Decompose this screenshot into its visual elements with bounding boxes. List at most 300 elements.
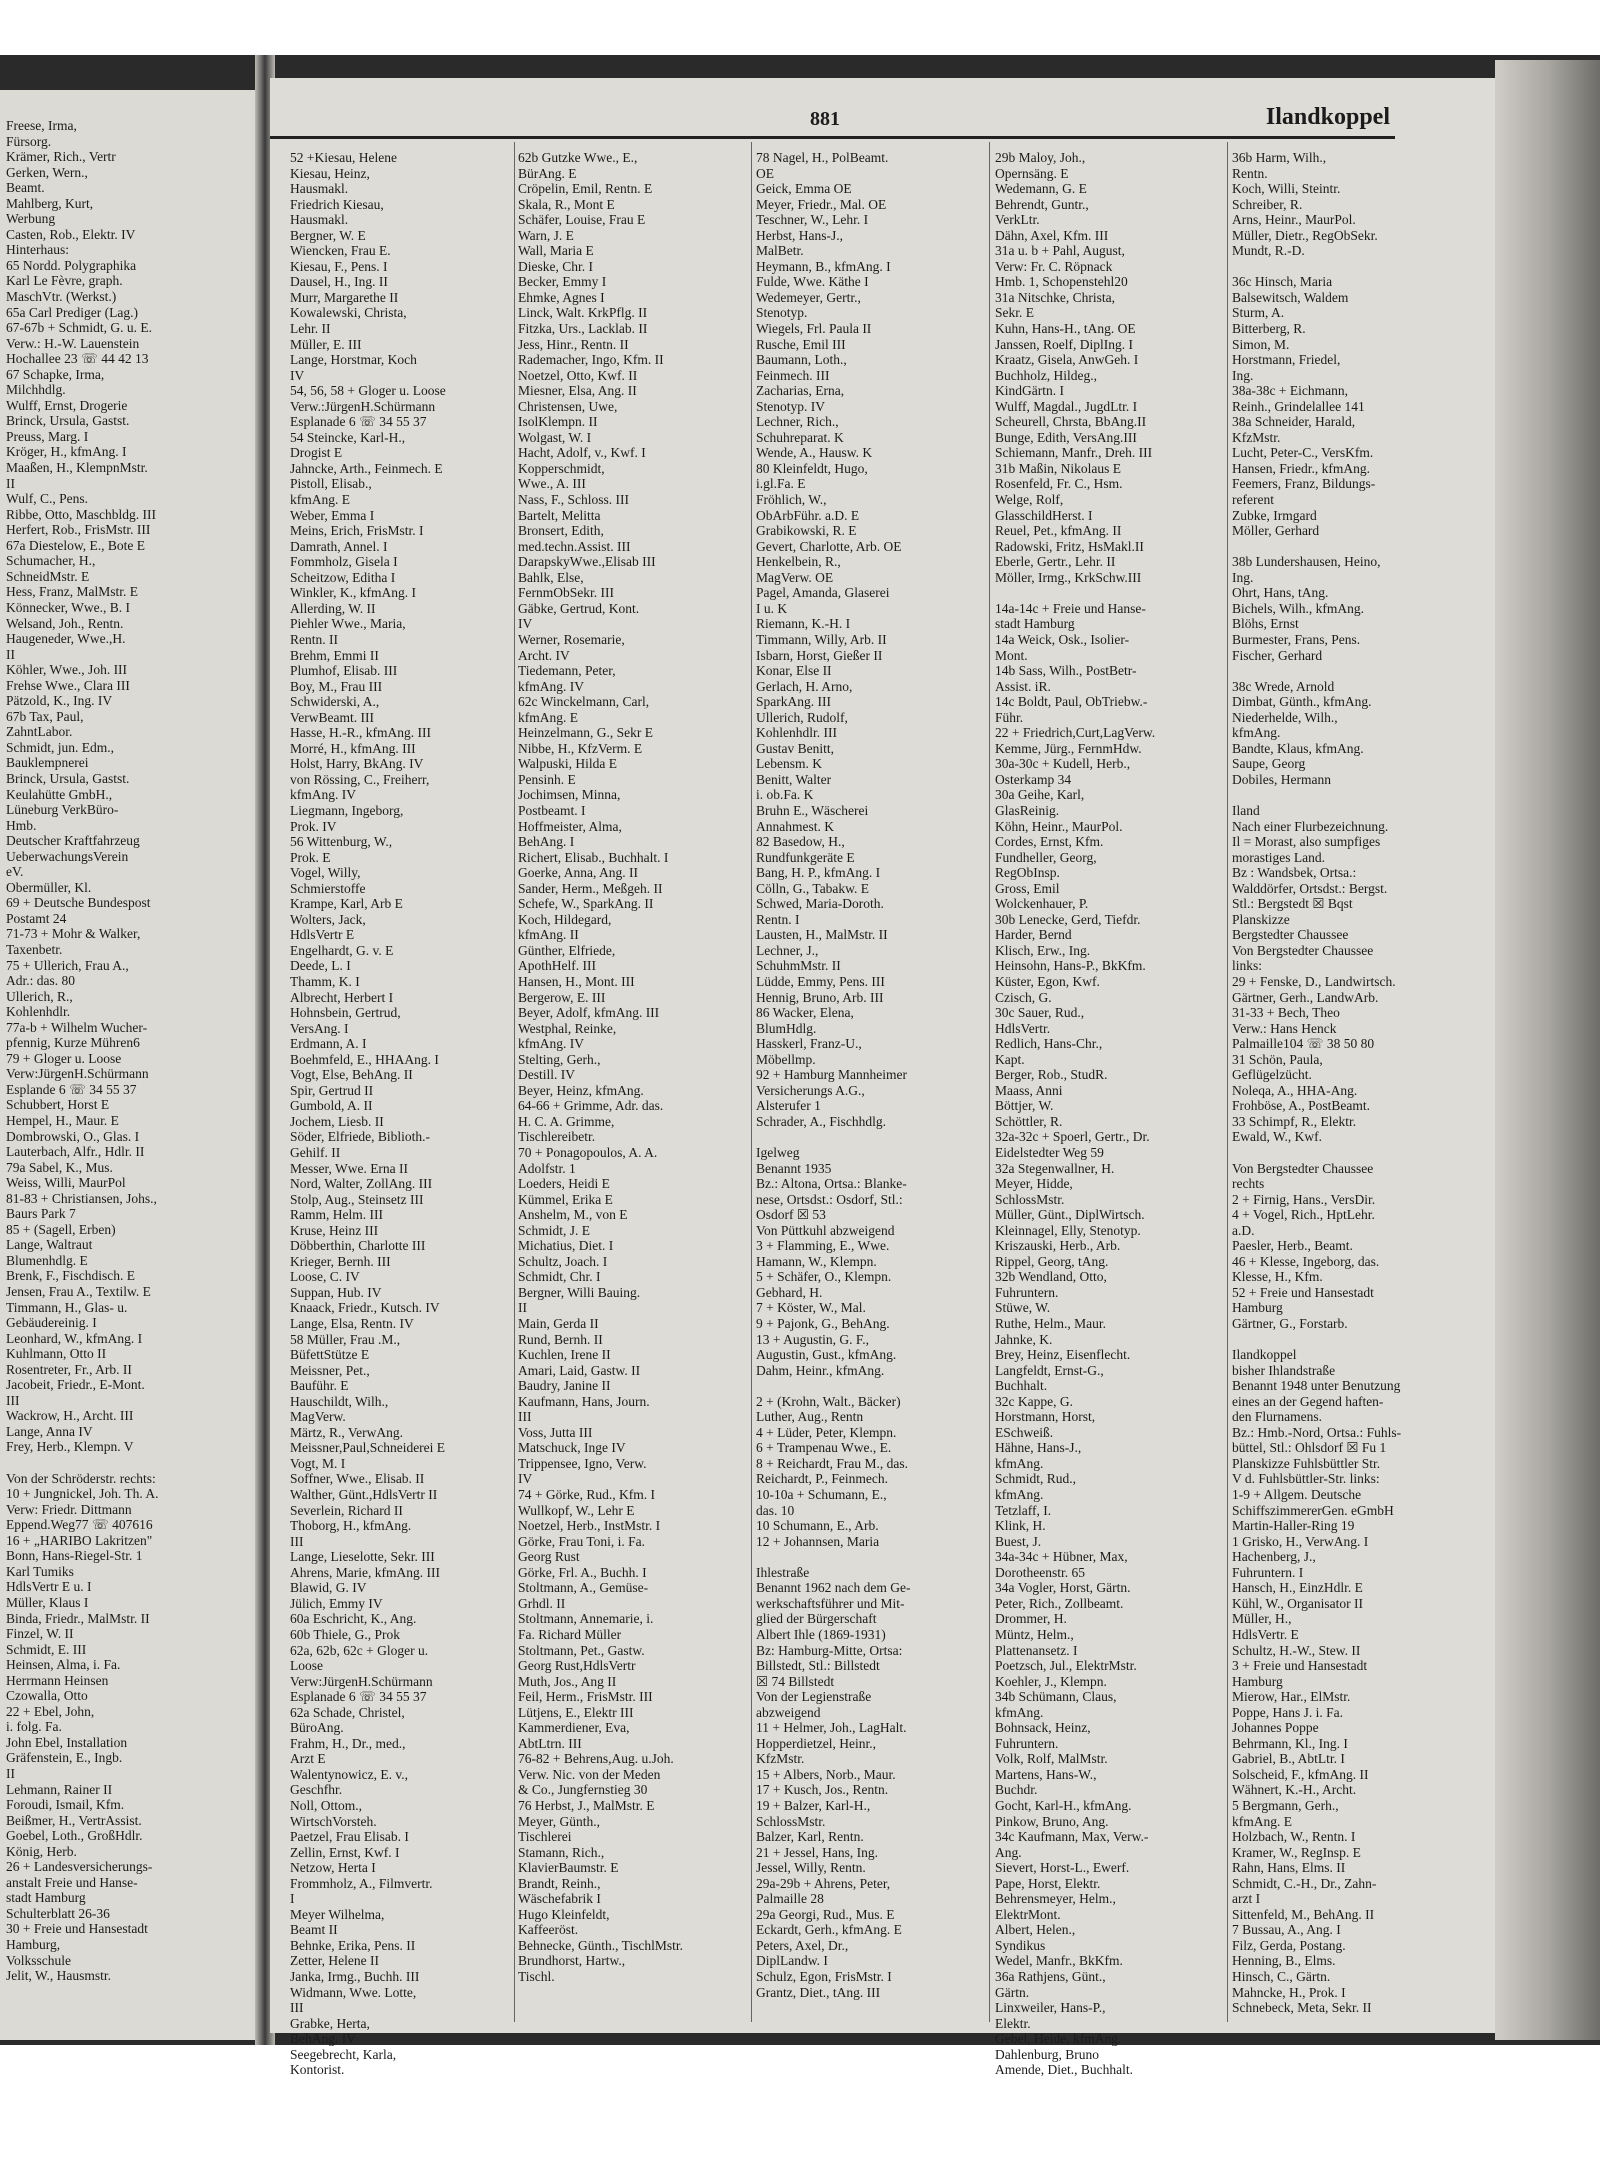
directory-entry: Wolgast, W. I — [518, 429, 592, 445]
directory-entry: Mierow, Har., ElMstr. — [1232, 1689, 1351, 1705]
directory-entry: kfmAng. IV — [518, 678, 584, 694]
directory-entry: Kuhn, Hans-H., tAng. OE — [995, 321, 1136, 337]
directory-entry: Dähn, Axel, Kfm. III — [995, 227, 1109, 243]
directory-entry: Amari, Laid, Gastw. II — [518, 1362, 641, 1378]
directory-entry: Beamt II — [290, 1922, 338, 1938]
directory-entry: Albert Ihle (1869-1931) — [756, 1626, 886, 1642]
directory-entry: I — [290, 1891, 295, 1907]
directory-entry: Osdorf ☒ 53 — [756, 1207, 826, 1223]
directory-entry: Luther, Aug., Rentn — [756, 1409, 864, 1425]
directory-entry: Gärtn. — [995, 1984, 1030, 2000]
directory-entry: Horstmann, Friedel, — [1232, 352, 1341, 368]
directory-entry: SchlossMstr. — [756, 1813, 826, 1829]
directory-entry: Kammerdiener, Eva, — [518, 1720, 630, 1736]
directory-entry: Küster, Egon, Kwf. — [995, 973, 1100, 989]
directory-entry: Severlein, Richard II — [290, 1502, 403, 1518]
directory-entry: ZahntLabor. — [6, 724, 73, 740]
directory-entry: Geick, Emma OE — [756, 181, 852, 197]
directory-entry: Karl Tumiks — [6, 1563, 74, 1579]
directory-entry: 4 + Vogel, Rich., HptLehr. — [1232, 1207, 1375, 1223]
directory-entry: anstalt Freie und Hanse- — [6, 1874, 138, 1890]
directory-entry: HdlsVertr. — [995, 1020, 1051, 1036]
directory-entry: KlavierBaumstr. E — [518, 1860, 619, 1876]
directory-entry: Fommholz, Gisela I — [290, 554, 398, 570]
directory-entry: Schiemann, Manfr., Dreh. III — [995, 445, 1153, 461]
directory-entry: Stamann, Rich., — [518, 1844, 605, 1860]
directory-entry: 52 +Kiesau, Helene — [290, 150, 397, 165]
directory-entry: Von der Legienstraße — [756, 1689, 872, 1705]
directory-entry: 34b Schümann, Claus, — [995, 1689, 1117, 1705]
directory-entry: Hamburg — [1232, 1673, 1283, 1689]
directory-entry — [756, 1378, 984, 1394]
directory-entry: Casten, Rob., Elektr. IV — [6, 226, 136, 242]
directory-entry: Horstmann, Horst, — [995, 1409, 1096, 1425]
directory-entry: Vogt, Else, BehAng. II — [290, 1067, 413, 1083]
directory-entry: Geflügelzücht. — [1232, 1067, 1312, 1083]
directory-entry: 10 Schumann, E., Arb. — [756, 1518, 879, 1534]
directory-entry: Isbarn, Horst, Gießer II — [756, 647, 883, 663]
directory-entry: Bohnsack, Heinz, — [995, 1720, 1091, 1736]
directory-entry: Frohböse, A., PostBeamt. — [1232, 1098, 1371, 1114]
directory-entry: 31b Maßin, Nikolaus E — [995, 460, 1121, 476]
directory-entry: Arns, Heinr., MaurPol. — [1232, 212, 1356, 228]
directory-entry: Brandt, Reinh., — [518, 1875, 601, 1891]
directory-entry: Hoffmeister, Alma, — [518, 818, 622, 834]
directory-entry: Mahncke, H., Prok. I — [1232, 1984, 1346, 2000]
directory-entry: DiplLandw. I — [756, 1953, 828, 1969]
directory-entry: 30a Geihe, Karl, — [995, 787, 1085, 803]
directory-entry: Stoltmann, Pet., Gastw. — [518, 1642, 645, 1658]
directory-entry: Langfeldt, Ernst-G., — [995, 1362, 1104, 1378]
directory-entry: Beamt. — [6, 180, 45, 196]
directory-entry: Planskizze Fuhlsbüttler Str. — [1232, 1455, 1381, 1471]
directory-entry: Solscheid, F., kfmAng. II — [1232, 1766, 1369, 1782]
directory-entry: Sander, Herm., Meßgeh. II — [518, 880, 663, 896]
directory-entry: Brey, Heinz, Eisenflecht. — [995, 1347, 1131, 1363]
directory-entry: Schultz, H.-W., Stew. II — [1232, 1642, 1361, 1658]
directory-entry: Gebhard, H. — [756, 1284, 823, 1300]
directory-entry: Hausmakl. — [290, 212, 349, 228]
directory-entry: 2 + Firnig, Hans., VersDir. — [1232, 1191, 1376, 1207]
directory-entry: Hess, Franz, MalMstr. E — [6, 584, 138, 600]
directory-entry — [756, 1549, 984, 1565]
directory-entry: Nibbe, H., KfzVerm. E — [518, 740, 643, 756]
directory-entry: Paesler, Herb., Beamt. — [1232, 1238, 1353, 1254]
directory-entry: Billstedt, Stl.: Billstedt — [756, 1658, 880, 1674]
directory-entry: Von Bergstedter Chaussee — [1232, 942, 1374, 958]
directory-entry: Albrecht, Herbert I — [290, 989, 394, 1005]
directory-entry: Drogist E — [290, 445, 343, 461]
directory-entry: Heinzelmann, G., Sekr E — [518, 725, 653, 741]
directory-entry: Bunge, Edith, VersAng.III — [995, 429, 1137, 445]
directory-entry: Eckardt, Gerh., kfmAng. E — [756, 1922, 902, 1938]
directory-entry: Kaufmann, Hans, Journ. — [518, 1393, 650, 1409]
directory-entry: Klink, H. — [995, 1518, 1046, 1534]
directory-entry: Brinck, Ursula, Gastst. — [6, 770, 130, 786]
directory-entry: referent — [1232, 492, 1274, 508]
directory-entry: Jahnke, K. — [995, 1331, 1053, 1347]
directory-entry: Könnecker, Wwe., B. I — [6, 599, 131, 615]
directory-entry: Fuhruntern. — [995, 1735, 1059, 1751]
directory-entry: Tischlerei — [518, 1829, 572, 1845]
directory-entry: Dombrowski, O., Glas. I — [6, 1128, 140, 1144]
directory-entry: Zetter, Helene II — [290, 1953, 380, 1969]
directory-entry: Taxenbetr. — [6, 941, 63, 957]
directory-entry: Augustin, Gust., kfmAng. — [756, 1347, 897, 1363]
directory-entry: Baurs Park 7 — [6, 1206, 76, 1222]
directory-entry: Schnebeck, Meta, Sekr. II — [1232, 2000, 1372, 2016]
directory-entry: Grabke, Herta, — [290, 2015, 370, 2031]
directory-entry: Wedel, Manfr., BkKfm. — [995, 1953, 1123, 1969]
directory-entry: Adr.: das. 80 — [6, 973, 75, 989]
directory-entry: Rippel, Georg, tAng. — [995, 1253, 1109, 1269]
directory-entry: Welsand, Joh., Rentn. — [6, 615, 124, 631]
directory-entry: MagVerw. OE — [756, 569, 834, 585]
directory-entry: Schwed, Maria-Doroth. — [756, 896, 884, 912]
directory-entry: Feil, Herm., FrisMstr. III — [518, 1689, 653, 1705]
directory-entry — [756, 1129, 984, 1145]
directory-entry: IV — [290, 367, 305, 383]
directory-entry: 32c Kappe, G. — [995, 1393, 1073, 1409]
directory-entry: Schäfer, Louise, Frau E — [518, 212, 646, 228]
directory-entry: 69 + Deutsche Bundespost — [6, 895, 151, 911]
directory-entry: Lütjens, E., Elektr III — [518, 1704, 634, 1720]
directory-entry: Stl.: Bergstedt ☒ Bqst — [1232, 896, 1353, 912]
directory-entry: Herbst, Hans-J., — [756, 227, 843, 243]
directory-entry: 33 Schimpf, R., Elektr. — [1232, 1113, 1357, 1129]
directory-entry: Ing. — [1232, 367, 1254, 383]
directory-entry: Schreiber, R. — [1232, 196, 1303, 212]
directory-entry: 38c Wrede, Arnold — [1232, 678, 1335, 694]
directory-entry: Noll, Ottom., — [290, 1797, 363, 1813]
directory-entry: Nord, Walter, ZollAng. III — [290, 1176, 433, 1192]
directory-entry: Walentynowicz, E. v., — [290, 1766, 408, 1782]
directory-entry: 92 + Hamburg Mannheimer — [756, 1067, 907, 1083]
directory-entry: Bz: Hamburg-Mitte, Ortsa: — [756, 1642, 903, 1658]
directory-entry: i.gl.Fa. E — [756, 476, 806, 492]
directory-entry: Dobiles, Hermann — [1232, 771, 1331, 787]
directory-entry: Müller, E. III — [290, 336, 362, 352]
directory-entry: Jensen, Frau A., Textilw. E — [6, 1284, 151, 1300]
directory-entry: Gustav Benitt, — [756, 740, 834, 756]
directory-entry: Versicherungs A.G., — [756, 1082, 865, 1098]
directory-entry: Von der Schröderstr. rechts: — [6, 1470, 156, 1486]
directory-entry: DarapskyWwe.,Elisab III — [518, 554, 656, 570]
directory-entry: Loose — [290, 1658, 323, 1674]
directory-entry: 76 Herbst, J., MalMstr. E — [518, 1797, 655, 1813]
directory-entry: ElektrMont. — [995, 1906, 1061, 1922]
directory-entry: Keulahütte GmbH., — [6, 786, 113, 802]
directory-entry: Rademacher, Ingo, Kfm. II — [518, 352, 664, 368]
directory-entry: 52 + Freie und Hansestadt — [1232, 1284, 1374, 1300]
directory-entry: Boehmfeld, E., HHAAng. I — [290, 1051, 439, 1067]
directory-entry: 62a, 62b, 62c + Gloger u. — [290, 1642, 429, 1658]
directory-entry: Hamburg, — [6, 1936, 61, 1952]
directory-entry: von Rössing, C., Freiherr, — [290, 771, 430, 787]
directory-entry: König, Herb. — [6, 1843, 77, 1859]
directory-entry: Görke, Frau Toni, i. Fa. — [518, 1533, 646, 1549]
directory-entry: Piehler Wwe., Maria, — [290, 616, 406, 632]
directory-entry: Esplanade 6 ☏ 34 55 37 — [290, 414, 427, 430]
directory-entry: Ewald, W., Kwf. — [1232, 1129, 1322, 1145]
directory-entry: kfmAng. — [1232, 725, 1281, 741]
directory-entry: Planskizze — [1232, 911, 1290, 927]
directory-entry: Vogel, Willy, — [290, 865, 361, 881]
directory-entry: Hochallee 23 ☏ 44 42 13 — [6, 351, 149, 367]
directory-entry: Hmb. — [6, 817, 37, 833]
directory-entry: Märtz, R., VerwAng. — [290, 1424, 403, 1440]
directory-entry: 16 + „HARIBO Lakritzen" — [6, 1532, 153, 1548]
directory-entry: 30c Sauer, Rud., — [995, 1005, 1085, 1021]
directory-entry: Verw:JürgenH.Schürmann — [290, 1673, 433, 1689]
directory-entry: Hachenberg, J., — [1232, 1549, 1316, 1565]
directory-entry — [1232, 663, 1452, 679]
directory-entry: Tischl. — [518, 1968, 555, 1984]
directory-entry: Reichardt, P., Feinmech. — [756, 1471, 888, 1487]
directory-entry: John Ebel, Installation — [6, 1734, 128, 1750]
directory-entry: Sittenfeld, M., BehAng. II — [1232, 1906, 1375, 1922]
directory-entry: Lechner, J., — [756, 942, 819, 958]
directory-entry: Wiencken, Frau E. — [290, 243, 391, 259]
directory-entry: 14a Weick, Osk., Isolier- — [995, 631, 1130, 647]
directory-entry: Schmidt, E. III — [6, 1641, 87, 1657]
directory-entry: Volksschule — [6, 1952, 72, 1968]
directory-entry: 7 Bussau, A., Ang. I — [1232, 1922, 1341, 1938]
directory-entry: stadt Hamburg — [6, 1890, 86, 1906]
directory-entry — [1232, 539, 1452, 555]
directory-entry: Kuchlen, Irene II — [518, 1347, 611, 1363]
directory-entry: Scheitzow, Editha I — [290, 569, 396, 585]
directory-entry: Gehilf. II — [290, 1145, 341, 1160]
directory-entry: Kemme, Jürg., FernmHdw. — [995, 740, 1142, 756]
directory-entry: HdlsVertr E — [290, 927, 355, 943]
directory-entry: Bang, H. P., kfmAng. I — [756, 865, 881, 881]
directory-entry: kfmAng. IV — [518, 1036, 584, 1052]
directory-entry: V d. Fuhlsbüttler-Str. links: — [1232, 1471, 1380, 1487]
directory-entry: Brehm, Emmi II — [290, 647, 379, 663]
directory-entry: Kriszauski, Herb., Arb. — [995, 1238, 1121, 1254]
directory-entry: 6 + Trampenau Wwe., E. — [756, 1440, 892, 1456]
directory-entry: 79 + Gloger u. Loose — [6, 1050, 122, 1066]
directory-entry: Iland — [1232, 802, 1260, 818]
directory-entry: Thamm, K. I — [290, 973, 360, 989]
directory-entry: Grabikowski, R. E — [756, 523, 857, 539]
directory-entry: MaschVtr. (Werkst.) — [6, 289, 117, 305]
directory-entry — [1232, 1332, 1452, 1348]
directory-entry: UeberwachungsVerein — [6, 848, 129, 864]
directory-entry: Jülich, Emmy IV — [290, 1595, 383, 1611]
directory-entry: Kiesau, F., Pens. I — [290, 258, 388, 274]
directory-entry: Gerlach, H. Arno, — [756, 678, 853, 694]
directory-entry: 31-33 + Bech, Theo — [1232, 1005, 1340, 1021]
directory-entry: Georg Rust,HdlsVertr — [518, 1658, 636, 1674]
directory-entry: Stoltmann, A., Gemüse- — [518, 1580, 649, 1596]
directory-entry: Jahncke, Arth., Feinmech. E — [290, 460, 443, 476]
directory-entry: 3 + Freie und Hansestadt — [1232, 1658, 1368, 1674]
directory-entry: Widmann, Wwe. Lotte, — [290, 1984, 417, 2000]
directory-entry: Wall, Maria E — [518, 243, 594, 259]
directory-entry: Hausmakl. — [290, 181, 349, 197]
directory-entry: Hamburg — [1232, 1300, 1283, 1316]
directory-entry: Netzow, Herta I — [290, 1860, 376, 1876]
directory-entry: Koch, Hildegard, — [518, 911, 612, 927]
directory-column-1 — [290, 150, 520, 2078]
directory-entry: 32a-32c + Spoerl, Gertr., Dr. — [995, 1129, 1150, 1145]
directory-entry: Schmierstoffe — [290, 880, 366, 896]
directory-entry: Meins, Erich, FrisMstr. I — [290, 523, 424, 539]
directory-entry — [1232, 1145, 1452, 1161]
directory-entry: 70 + Ponagopoulos, A. A. — [518, 1145, 658, 1160]
directory-entry: Destill. IV — [518, 1067, 575, 1083]
directory-entry: 2 + (Krohn, Walt., Bäcker) — [756, 1393, 901, 1409]
directory-entry: Lechner, Rich., — [756, 414, 839, 430]
directory-entry: 54 Steincke, Karl-H., — [290, 429, 406, 445]
directory-entry: Czisch, G. — [995, 989, 1052, 1005]
directory-entry: Adolfstr. 1 — [518, 1160, 576, 1176]
directory-entry: 19 + Balzer, Karl-H., — [756, 1797, 871, 1813]
directory-entry: Hugo Kleinfeldt, — [518, 1906, 610, 1922]
directory-entry: Il = Morast, also sumpfiges — [1232, 834, 1381, 850]
directory-entry: Engelhardt, G. v. E — [290, 942, 394, 958]
directory-entry: MagVerw. — [290, 1409, 346, 1425]
directory-entry: Kohlenhdlr. — [6, 1004, 71, 1020]
directory-entry: Schwiderski, A., — [290, 694, 380, 710]
directory-entry: Gärtner, Gerh., LandwArb. — [1232, 989, 1379, 1005]
directory-entry: Weber, Emma I — [290, 507, 375, 523]
directory-entry: Fuhruntern. I — [1232, 1564, 1304, 1580]
directory-entry: Verw: Fr. C. Röpnack — [995, 258, 1113, 274]
directory-entry: Von Püttkuhl abzweigend — [756, 1222, 895, 1238]
directory-entry: Cordes, Ernst, Kfm. — [995, 834, 1104, 850]
page-edge — [1495, 60, 1600, 2040]
directory-entry: Müller, H., — [1232, 1611, 1292, 1627]
directory-entry: Wolters, Jack, — [290, 911, 366, 927]
directory-entry: Noleqa, A., HHA-Ang. — [1232, 1082, 1358, 1098]
directory-entry: 8 + Reichardt, Frau M., das. — [756, 1455, 908, 1471]
directory-entry: Linck, Walt. KrkPflg. II — [518, 305, 648, 321]
directory-entry: Eberle, Gertr., Lehr. II — [995, 554, 1116, 570]
directory-entry: Schrader, A., Fischhdlg. — [756, 1113, 886, 1129]
directory-entry: Bz.: Hmb.-Nord, Ortsa.: Fuhls- — [1232, 1424, 1402, 1440]
directory-entry: Holzbach, W., Rentn. I — [1232, 1829, 1356, 1845]
directory-entry: Hauschildt, Wilh., — [290, 1393, 389, 1409]
directory-entry: Stolp, Aug., Steinsetz III — [290, 1191, 424, 1207]
directory-entry: Riemann, K.-H. I — [756, 616, 851, 632]
directory-entry: Möller, Gerhard — [1232, 523, 1320, 539]
directory-entry: Ruthe, Helm., Maur. — [995, 1316, 1106, 1332]
directory-entry: IV — [518, 1471, 533, 1487]
directory-entry: Boy, M., Frau III — [290, 678, 383, 694]
directory-entry: 15 + Albers, Norb., Maur. — [756, 1766, 896, 1782]
header-rule — [270, 136, 1395, 139]
directory-entry: II — [6, 646, 15, 662]
directory-entry: Hennig, Bruno, Arb. III — [756, 989, 884, 1005]
directory-entry: eV. — [6, 864, 24, 880]
directory-entry: 62b Gutzke Wwe., E., — [518, 150, 638, 165]
directory-entry: Hempel, H., Maur. E — [6, 1113, 119, 1128]
directory-entry: Jochimsen, Minna, — [518, 787, 621, 803]
directory-entry: Koch, Willi, Steintr. — [1232, 181, 1341, 197]
directory-entry: Miesner, Elsa, Ang. II — [518, 383, 637, 399]
directory-entry: Cölln, G., Tabakw. E — [756, 880, 870, 896]
directory-entry: Linxweiler, Hans-P., — [995, 2000, 1106, 2016]
directory-entry: Werner, Rosemarie, — [518, 631, 625, 647]
directory-entry: Kuhlmann, Otto II — [6, 1346, 107, 1362]
directory-entry: Henning, B., Elms. — [1232, 1953, 1336, 1969]
directory-entry: Erdmann, A. I — [290, 1036, 367, 1052]
directory-entry: 78 Nagel, H., PolBeamt. — [756, 150, 889, 165]
directory-entry: Dimbat, Günth., kfmAng. — [1232, 694, 1372, 710]
directory-entry: Behnke, Erika, Pens. II — [290, 1937, 416, 1953]
directory-entry: Gocht, Karl-H., kfmAng. — [995, 1797, 1132, 1813]
directory-entry: Pape, Horst, Elektr. — [995, 1875, 1101, 1891]
directory-entry: Blumenhdlg. E — [6, 1252, 88, 1268]
directory-entry: Deutscher Kraftfahrzeug — [6, 833, 140, 849]
directory-entry: Sekr. E — [995, 305, 1034, 321]
directory-entry: 5 + Schäfer, O., Klempn. — [756, 1269, 892, 1285]
directory-entry: Igelweg — [756, 1145, 800, 1160]
directory-entry — [1232, 787, 1452, 803]
directory-entry: Herfert, Rob., FrisMstr. III — [6, 522, 151, 538]
directory-entry: Meyer, Friedr., Mal. OE — [756, 196, 887, 212]
directory-entry: Ing. — [1232, 569, 1254, 585]
directory-entry: Schmidt, Rud., — [995, 1471, 1077, 1487]
directory-entry: Schubbert, Horst E — [6, 1097, 110, 1113]
directory-entry: FernmObSekr. III — [518, 585, 614, 601]
directory-entry: Schmidt, C.-H., Dr., Zahn- — [1232, 1875, 1377, 1891]
directory-entry: Walddörfer, Ortsdst.: Bergst. — [1232, 880, 1388, 896]
directory-entry: III — [290, 1533, 304, 1549]
directory-entry: Verw.: Hans Henck — [1232, 1020, 1337, 1036]
directory-entry: BüroAng. — [290, 1720, 344, 1736]
directory-entry: Bz : Wandsbek, Ortsa.: — [1232, 865, 1357, 881]
directory-entry: Beyer, Adolf, kfmAng. III — [518, 1005, 660, 1021]
directory-entry: II — [518, 1300, 527, 1316]
directory-entry: Bauklempnerei — [6, 755, 89, 771]
directory-entry: Bergner, Willi Bauing. — [518, 1284, 641, 1300]
directory-entry: HdlsVertr. E — [1232, 1626, 1299, 1642]
directory-entry: Prok. IV — [290, 818, 337, 834]
directory-entry: 74 + Görke, Rud., Kfm. I — [518, 1487, 655, 1503]
directory-entry: Weiss, Willi, MaurPol — [6, 1175, 126, 1191]
directory-entry: Schmidt, Chr. I — [518, 1269, 601, 1285]
directory-entry: 21 + Jessel, Hans, Ing. — [756, 1844, 878, 1860]
directory-entry: Tischlereibetr. — [518, 1129, 596, 1145]
directory-entry: Zacharias, Erna, — [756, 383, 845, 399]
directory-entry — [6, 1455, 256, 1471]
directory-entry: Hansch, H., EinzHdlr. E — [1232, 1580, 1363, 1596]
directory-entry: 62a Schade, Christel, — [290, 1704, 405, 1720]
directory-entry: rechts — [1232, 1176, 1265, 1192]
directory-entry: MalBetr. — [756, 243, 804, 259]
directory-entry: Rentn. II — [290, 631, 338, 647]
directory-entry: 22 + Friedrich,Curt,LagVerw. — [995, 725, 1156, 741]
directory-entry: Werbung — [6, 211, 56, 227]
directory-entry: Maass, Anni — [995, 1082, 1063, 1098]
directory-entry: II — [6, 1765, 15, 1781]
directory-entry: Schefe, W., SparkAng. II — [518, 896, 654, 912]
directory-entry: Hacht, Adolf, v., Kwf. I — [518, 445, 646, 461]
directory-entry: Konar, Else II — [756, 663, 832, 679]
directory-entry: Brinck, Ursula, Gastst. — [6, 413, 130, 429]
left-page-column — [6, 118, 256, 1984]
directory-entry: Kümmel, Erika E — [518, 1191, 613, 1207]
directory-entry: III — [518, 1409, 532, 1425]
directory-entry: Ramm, Helm. III — [290, 1207, 383, 1223]
directory-entry: 86 Wacker, Elena, — [756, 1005, 854, 1021]
directory-entry: Reinh., Grindelallee 141 — [1232, 398, 1365, 414]
directory-entry: Archt. IV — [518, 647, 570, 663]
